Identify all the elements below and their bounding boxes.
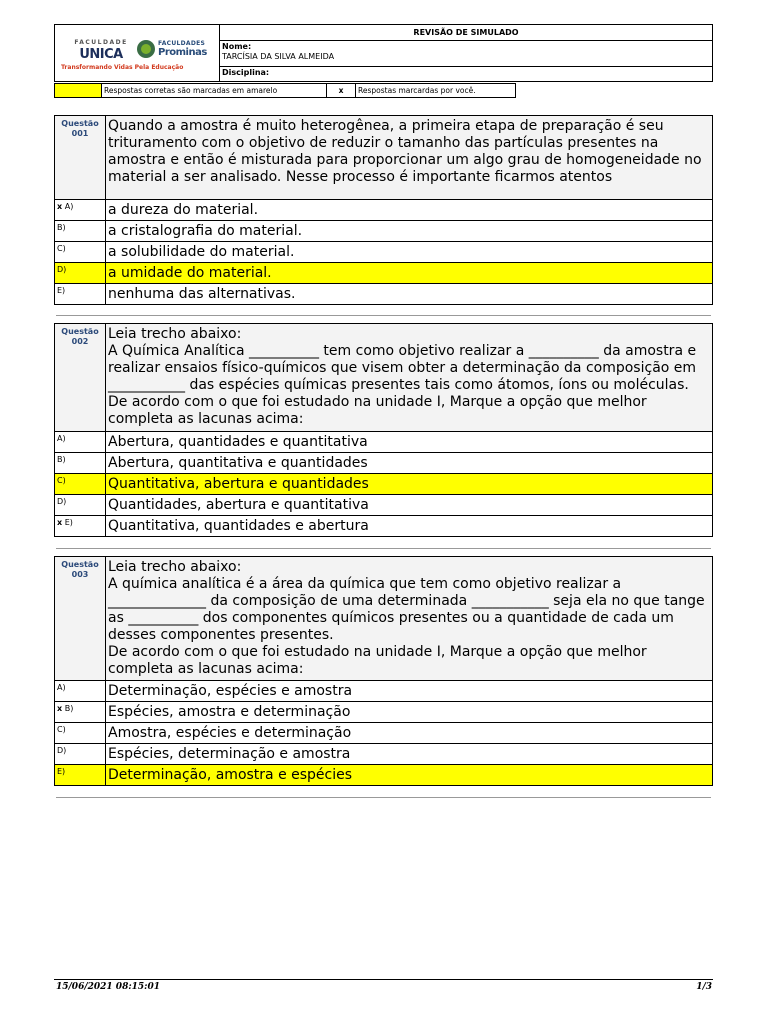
footer-divider bbox=[54, 979, 713, 980]
question-number-value: 001 bbox=[71, 129, 89, 138]
option-text: a solubilidade do material. bbox=[108, 244, 295, 260]
option-letter bbox=[55, 516, 106, 536]
logo-prominas-text: Prominas bbox=[158, 47, 207, 58]
logo-faculdades-text: FACULDADES bbox=[158, 40, 206, 47]
name-value: TARCÍSIA DA SILVA ALMEIDA bbox=[222, 52, 335, 61]
legend-yellow-swatch bbox=[54, 83, 102, 98]
option-text: Abertura, quantitativa e quantidades bbox=[108, 455, 368, 471]
discipline-label: Disciplina: bbox=[222, 68, 270, 77]
option-row[interactable] bbox=[55, 220, 712, 241]
unica-logo bbox=[72, 39, 130, 62]
option-row[interactable] bbox=[55, 680, 712, 701]
option-text: Amostra, espécies e determinação bbox=[108, 725, 352, 741]
prominas-logo bbox=[137, 39, 207, 61]
option-text: Quantitativa, abertura e quantidades bbox=[106, 474, 712, 494]
option-letter-label: E) bbox=[64, 518, 73, 527]
option-row[interactable] bbox=[55, 241, 712, 262]
question-separator bbox=[56, 315, 711, 316]
question-label: Questão bbox=[61, 119, 99, 128]
legend-marked-text: Respostas marcardas por você. bbox=[355, 83, 516, 98]
footer-page-number: 1/3 bbox=[696, 982, 712, 992]
logo-faculdade-text: FACULDADE bbox=[74, 39, 128, 46]
header-discipline-row bbox=[220, 67, 712, 81]
option-letter-label: B) bbox=[57, 455, 66, 464]
option-letter-label: D) bbox=[57, 265, 67, 274]
option-letter bbox=[55, 242, 106, 262]
option-text: Determinação, amostra e espécies bbox=[106, 765, 712, 785]
option-row-correct[interactable] bbox=[55, 473, 712, 494]
option-letter bbox=[55, 723, 106, 743]
option-row[interactable] bbox=[55, 515, 712, 536]
option-text: a dureza do material. bbox=[108, 202, 259, 218]
option-letter-label: B) bbox=[64, 704, 74, 713]
question-number-value: 002 bbox=[71, 337, 89, 346]
footer-datetime: 15/06/2021 08:15:01 bbox=[56, 982, 161, 992]
option-letter-label: D) bbox=[57, 746, 67, 755]
option-letter-label: C) bbox=[57, 725, 66, 734]
option-row-correct[interactable] bbox=[55, 262, 712, 283]
option-text: Determinação, espécies e amostra bbox=[108, 683, 353, 699]
question-number bbox=[55, 557, 106, 680]
option-letter-label: E) bbox=[57, 286, 66, 295]
question-label: Questão bbox=[61, 327, 99, 336]
option-letter bbox=[55, 681, 106, 701]
page-title: REVISÃO DE SIMULADO bbox=[413, 28, 519, 37]
legend-marker: x bbox=[326, 83, 356, 98]
globe-icon bbox=[137, 40, 155, 58]
option-row-correct[interactable] bbox=[55, 764, 712, 785]
question-stem: Leia trecho abaixo: A química analítica é a área da química que tem como objetivo realizar a ______________ da composição de uma determinada ___________ seja ela no que tange as __________ dos componentes químicos presentes ou a quantidade de cada um desses componentes presentes. De acordo com o que foi estudado na unidade I, Marque a opção que melhor completa as lacunas acima: bbox=[108, 559, 705, 677]
user-marker: x bbox=[57, 202, 63, 211]
option-text: Abertura, quantidades e quantitativa bbox=[108, 434, 368, 450]
option-letter-label: A) bbox=[57, 683, 66, 692]
question-stem-row bbox=[55, 324, 712, 431]
option-letter bbox=[55, 495, 106, 515]
logo-tagline: Transformando Vidas Pela Educação bbox=[61, 64, 184, 71]
document-header bbox=[54, 24, 713, 82]
header-name-row bbox=[220, 41, 712, 67]
question-number-value: 003 bbox=[71, 570, 89, 579]
option-row[interactable] bbox=[55, 283, 712, 304]
option-text: Quantitativa, quantidades e abertura bbox=[108, 518, 369, 534]
option-row[interactable] bbox=[55, 701, 712, 722]
name-label: Nome: bbox=[222, 42, 252, 51]
question-number bbox=[55, 324, 106, 431]
option-text: a cristalografia do material. bbox=[108, 223, 303, 239]
option-letter bbox=[55, 453, 106, 473]
question-stem-row bbox=[55, 557, 712, 680]
option-letter bbox=[55, 263, 106, 283]
question-stem: Leia trecho abaixo: A Química Analítica __________ tem como objetivo realizar a __________ da amostra e realizar ensaios físico-químicos que visem obter a determinação da composição em ___________ das espécies químicas presentes tais como átomos, íons ou moléculas. De acordo com o que foi estudado na unidade I, Marque a opção que melhor completa as lacunas acima: bbox=[108, 326, 697, 427]
option-row[interactable] bbox=[55, 431, 712, 452]
option-letter-label: A) bbox=[57, 434, 66, 443]
option-letter bbox=[55, 432, 106, 452]
option-letter bbox=[55, 744, 106, 764]
option-letter bbox=[55, 702, 106, 722]
question-separator bbox=[56, 797, 711, 798]
option-letter bbox=[55, 474, 106, 494]
option-text: a umidade do material. bbox=[106, 263, 712, 283]
logo-unica-text: UNICA bbox=[79, 47, 123, 62]
option-row[interactable] bbox=[55, 743, 712, 764]
option-letter-label: C) bbox=[57, 476, 66, 485]
user-marker: x bbox=[57, 518, 63, 527]
option-letter-label: C) bbox=[57, 244, 66, 253]
question-003 bbox=[54, 556, 713, 786]
option-row[interactable] bbox=[55, 494, 712, 515]
option-letter-label: E) bbox=[57, 767, 66, 776]
option-text: Espécies, amostra e determinação bbox=[108, 704, 351, 720]
option-letter bbox=[55, 200, 106, 220]
option-row[interactable] bbox=[55, 452, 712, 473]
question-002 bbox=[54, 323, 713, 537]
option-row[interactable] bbox=[55, 199, 712, 220]
question-stem: Quando a amostra é muito heterogênea, a primeira etapa de preparação é seu trituramento com o objetivo de reduzir o tamanho das partículas presentes na amostra e então é misturada para proporcionar um algo grau de homogeneidade no material a ser analisado. Nesse processo é importante ficarmos atentos bbox=[108, 118, 706, 185]
option-text: Espécies, determinação e amostra bbox=[108, 746, 351, 762]
question-001 bbox=[54, 115, 713, 305]
question-separator bbox=[56, 548, 711, 549]
option-row[interactable] bbox=[55, 722, 712, 743]
legend-correct-text: Respostas corretas são marcadas em amarelo bbox=[101, 83, 327, 98]
option-letter bbox=[55, 221, 106, 241]
header-title-row bbox=[220, 25, 712, 41]
option-text: Quantidades, abertura e quantitativa bbox=[108, 497, 369, 513]
question-number bbox=[55, 116, 106, 199]
question-stem-row bbox=[55, 116, 712, 199]
question-label: Questão bbox=[61, 560, 99, 569]
option-letter-label: D) bbox=[57, 497, 67, 506]
option-letter bbox=[55, 765, 106, 785]
user-marker: x bbox=[57, 704, 63, 713]
option-letter-label: B) bbox=[57, 223, 66, 232]
logo-area bbox=[55, 25, 220, 81]
option-text: nenhuma das alternativas. bbox=[108, 286, 296, 302]
option-letter bbox=[55, 284, 106, 304]
option-letter-label: A) bbox=[64, 202, 74, 211]
